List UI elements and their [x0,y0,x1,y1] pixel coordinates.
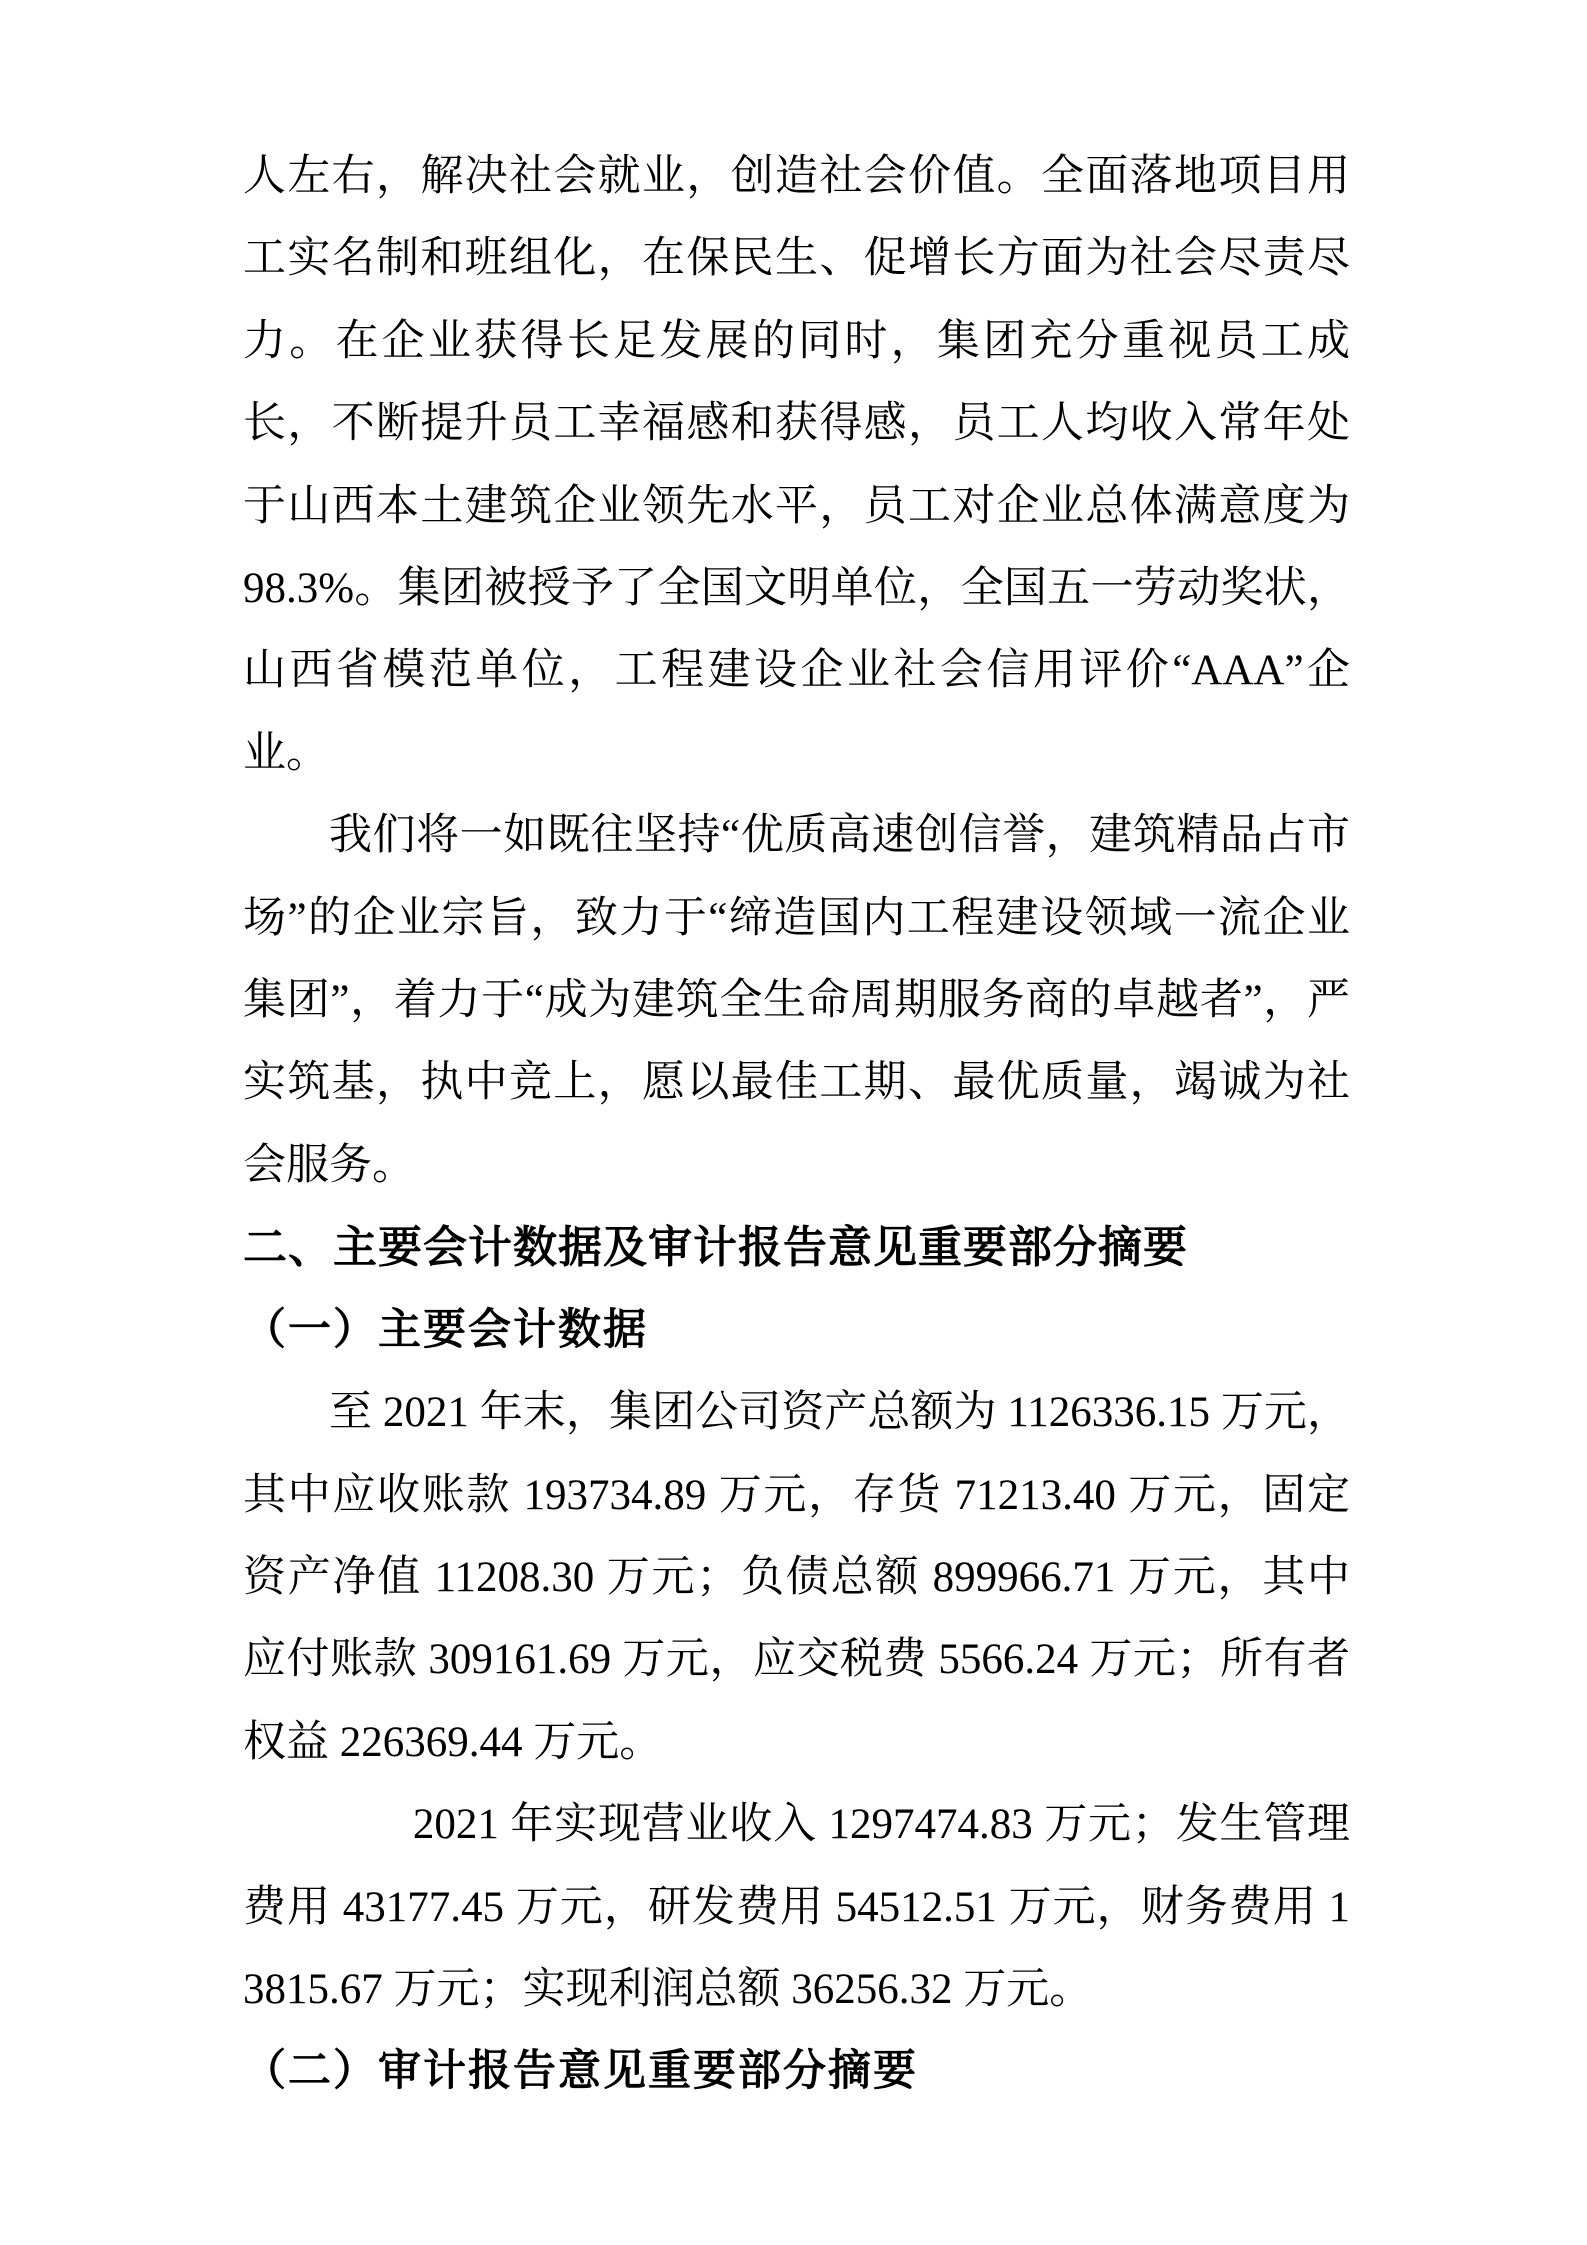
section-heading-accounting-data-and-audit-summary: 二、主要会计数据及审计报告意见重要部分摘要 [243,1223,1188,1273]
paragraph-social-responsibility: 人左右，解决社会就业，创造社会价值。全面落地项目用工实名制和班组化，在保民生、促增长方面为社会尽责尽力。在企业获得长足发展的同时，集团充分重视员工成长，不断提升员工幸福感和获得感，员工人均收入常年处于山西本土建筑企业领先水平，员工对企业总体满意度为 98.3%。集团被授予了全国文明单位，全国五一劳动奖状，山西省模范单位，工程建设企业社会信用评价“AAA”企业。 [243,153,1350,777]
paragraph-income-statement-figures: 2021 年实现营业收入 1297474.83 万元；发生管理费用 43177.45 万元，研发费用 54512.51 万元，财务费用 13815.67 万元；实现利润总额 36256.32 万元。 [243,1801,1350,2013]
sub-heading-audit-report-summary: （二）审计报告意见重要部分摘要 [243,2048,918,2096]
paragraph-balance-sheet-figures: 至 2021 年末，集团公司资产总额为 1126336.15 万元，其中应收账款 193734.89 万元，存货 71213.40 万元，固定资产净值 11208.30 万元；负债总额 899966.71 万元，其中应付账款 309161.69 万元，应交税费 5566.24 万元；所有者权益 226369.44 万元。 [243,1389,1350,1766]
paragraph-company-mission: 我们将一如既往坚持“优质高速创信誉，建筑精品占市场”的企业宗旨，致力于“缔造国内工程建设领域一流企业集团”，着力于“成为建筑全生命周期服务商的卓越者”，严实筑基，执中竞上，愿以最佳工期、最优质量，竭诚为社会服务。 [243,812,1350,1189]
sub-heading-main-accounting-data: （一）主要会计数据 [243,1306,648,1354]
